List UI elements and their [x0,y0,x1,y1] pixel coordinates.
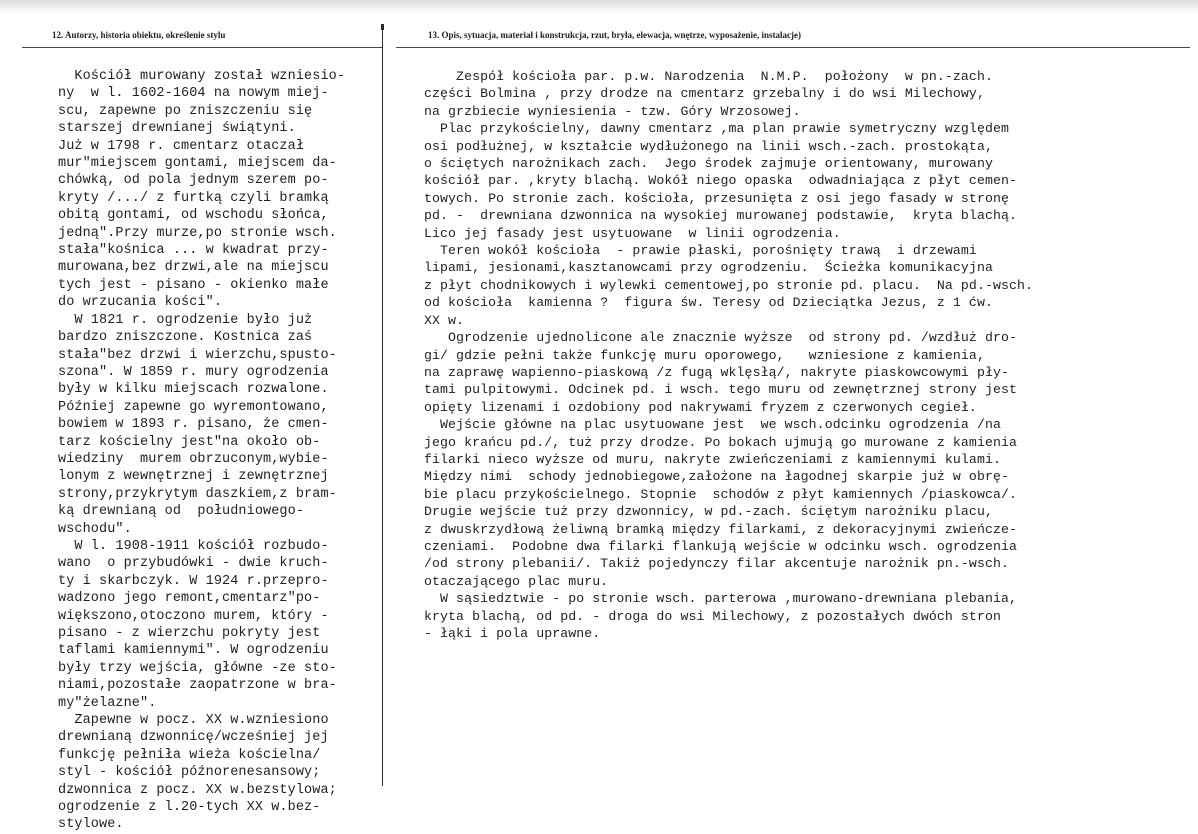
text-line: W sąsiedztwie - po stronie wsch. parterowa ,murowano-drewniana plebania, [424,591,1018,607]
text-line: pd. - drewniana dzwonnica na wysokiej murowanej podstawie, kryta blachą. [424,208,1018,224]
text-line: strony,przykrytym daszkiem,z bram- [58,486,337,502]
text-line: gi/ gdzie pełni także funkcję muru oporowego, wzniesione z kamienia, [424,347,985,363]
text-line: drewnianą dzwonnicę/wcześniej jej [58,730,329,746]
text-line: z dwuskrzydłową żeliwną bramką między filarkami, z dekoracyjnymi zwieńcze- [424,521,1018,537]
section-header-description: 13. Opis, sytuacja, materiał i konstrukcja, rzut, bryła, elewacja, wnętrze, wyposażenie, instalacje) [428,30,801,40]
section-header-authors-history: 12. Autorzy, historia obiektu, określenie stylu [52,30,226,40]
text-line: o ściętych narożnikach zach. Jego środek zajmuje orientowany, murowany [424,156,993,172]
text-line: chówką, od pola jednym szerem po- [58,173,329,189]
text-line: wiedziny murem obrzuconym,wybie- [58,451,329,467]
text-line: Drugie wejście tuż przy dzwonnicy, w pd.-zach. ściętym narożniku placu, [424,504,993,520]
text-line: styl - kościół późnorenesansowy; [58,765,321,781]
text-line: kryta blachą, od pd. - droga do wsi Milechowy, z pozostałych dwóch stron [424,608,1001,624]
text-line: wschodu". [58,521,132,537]
text-line: kryty /.../ z furtką czyli bramką [58,190,329,206]
text-line: Ogrodzenie ujednolicone ale znacznie wyższe od strony pd. /wzdłuż dro- [424,330,1018,346]
text-line: ką drewnianą od południowego- [58,504,305,520]
description-text-column [424,68,1184,642]
text-line: taflami kamiennymi". W ogrodzeniu [58,643,329,659]
text-line: stała"bez drzwi i wierzchu,spusto- [58,347,337,363]
text-line: filarki nieco wyższe od muru, nakryte zwieńczeniami z kamiennymi kulami. [424,451,1001,467]
text-line: Między nimi schody jednobiegowe,założone na łagodnej skarpie już w obrę- [424,469,1010,485]
text-line: większono,otoczono murem, który - [58,608,329,624]
text-line: Później zapewne go wyremontowano, [58,399,329,415]
text-line: wadzono jego remont,cmentarz"po- [58,591,321,607]
text-line: czeniami. Podobne dwa filarki flankują wejście w odcinku wsch. ogrodzenia [424,538,1018,554]
text-line: części Bolmina , przy drodze na cmentarz grzebalny i do wsi Milechowy, [424,86,985,102]
history-text-column [58,68,398,834]
text-line: tami pulpitowymi. Odcinek pd. i wsch. tego muru od zewnętrznej strony jest [424,382,1018,398]
text-line: jedną".Przy murze,po stronie wsch. [58,225,337,241]
text-line: były w kilku miejscach rozwalone. [58,382,329,398]
text-line: Plac przykościelny, dawny cmentarz ,ma plan prawie symetryczny względem [424,121,1010,137]
scan-top-edge [0,0,1198,14]
text-line: Lico jej fasady jest usytuowane w linii ogrodzenia. [424,225,841,241]
text-line: towych. Po stronie zach. kościoła, przesunięta z osi jego fasady w stronę [424,190,1010,206]
text-line: starszej drewnianej świątyni. [58,121,296,137]
text-line: otaczającego plac muru. [424,573,609,589]
text-line: bie placu przykościelnego. Stopnie schodów z płyt kamiennych /piaskowca/. [424,486,1018,502]
text-line: murowana,bez drzwi,ale na miejscu [58,260,329,276]
text-line: - łąki i pola uprawne. [424,626,601,641]
text-line: Zespół kościoła par. p.w. Narodzenia N.M.P. położony w pn.-zach. [424,69,993,84]
text-line: stylowe. [58,817,124,833]
text-line: ogrodzenie z l.20-tych XX w.bez- [58,800,321,816]
text-line: do wrzucania kości". [58,295,223,311]
text-line: obitą gontami, od wschodu słońca, [58,208,329,224]
text-line: jego krańcu pd./, tuż przy drodze. Po bokach ujmują go murowane z kamienia [424,434,1018,450]
text-line: XX w. [424,312,465,328]
text-line: kościół par. ,kryty blachą. Wokół niego opaska odwadniająca z płyt cemen- [424,173,1018,189]
text-line: pisano - z wierzchu pokryty jest [58,626,321,641]
text-line: ny w l. 1602-1604 na nowym miej- [58,86,329,102]
header-rule-left [22,47,382,48]
header-rule-right [396,47,1190,48]
text-line: na zaprawę wapienno-piaskową /z fugą wklęsłą/, nakryte piaskowcowymi pły- [424,364,1010,380]
text-line: tych jest - pisano - okienko małe [58,277,329,293]
text-line: Kościół murowany został wzniesio- [58,69,346,84]
text-line: /od strony plebanii/. Takiż pojedynczy filar akcentuje narożnik pn.-wsch. [424,556,1010,572]
text-line: szona". W 1859 r. mury ogrodzenia [58,364,329,380]
text-line: bowiem w 1893 r. pisano, że cmen- [58,417,329,433]
text-line: tarz kościelny jest"na około ob- [58,434,321,450]
text-line: lonym z wewnętrznej i zewnętrznej [58,469,329,485]
text-line: wano o przybudówki - dwie kruch- [58,556,329,572]
text-line: Teren wokół kościoła - prawie płaski, porośnięty trawą i drzewami [424,243,977,259]
text-line: dzwonnica z pocz. XX w.bezstylowa; [58,782,337,798]
text-line: Wejście główne na plac usytuowane jest we wsch.odcinku ogrodzenia /na [424,417,1001,433]
text-line: scu, zapewne po zniszczeniu się [58,103,313,119]
text-line: Już w 1798 r. cmentarz otaczał [58,138,305,154]
text-line: osi podłużnej, w kształcie wydłużonego na linii wsch.-zach. prostokąta, [424,138,993,154]
text-line: ty i skarbczyk. W 1924 r.przepro- [58,573,329,589]
text-line: W 1821 r. ogrodzenie było już [58,312,313,328]
text-line: W l. 1908-1911 kościół rozbudo- [58,538,329,554]
text-line: z płyt chodnikowych i wylewki cementowej,po stronie pd. placu. Na pd.-wsch. [424,277,1034,293]
text-line: stała"kośnica ... w kwadrat przy- [58,243,329,259]
text-line: były trzy wejścia, główne -ze sto- [58,660,337,676]
text-line: mur"miejscem gontami, miejscem da- [58,156,337,172]
text-line: bardzo zniszczone. Kostnica zaś [58,330,313,346]
text-line: od kościoła kamienna ? figura św. Teresy od Dzieciątka Jezus, z 1 ćw. [424,295,993,311]
text-line: opięty lizenami i ozdobiony pod nakrywami fryzem z czerwonych cegieł. [424,399,977,415]
text-line: funkcję pełniła wieża kościelna/ [58,747,321,763]
text-line: niami,pozostałe zaopatrzone w bra- [58,678,337,694]
text-line: Zapewne w pocz. XX w.wzniesiono [58,713,329,729]
text-line: my"żelazne". [58,695,157,711]
text-line: lipami, jesionami,kasztanowcami przy ogrodzeniu. Ścieżka komunikacyjna [424,260,993,276]
text-line: na grzbiecie wyniesienia - tzw. Góry Wrzosowej. [424,103,801,119]
